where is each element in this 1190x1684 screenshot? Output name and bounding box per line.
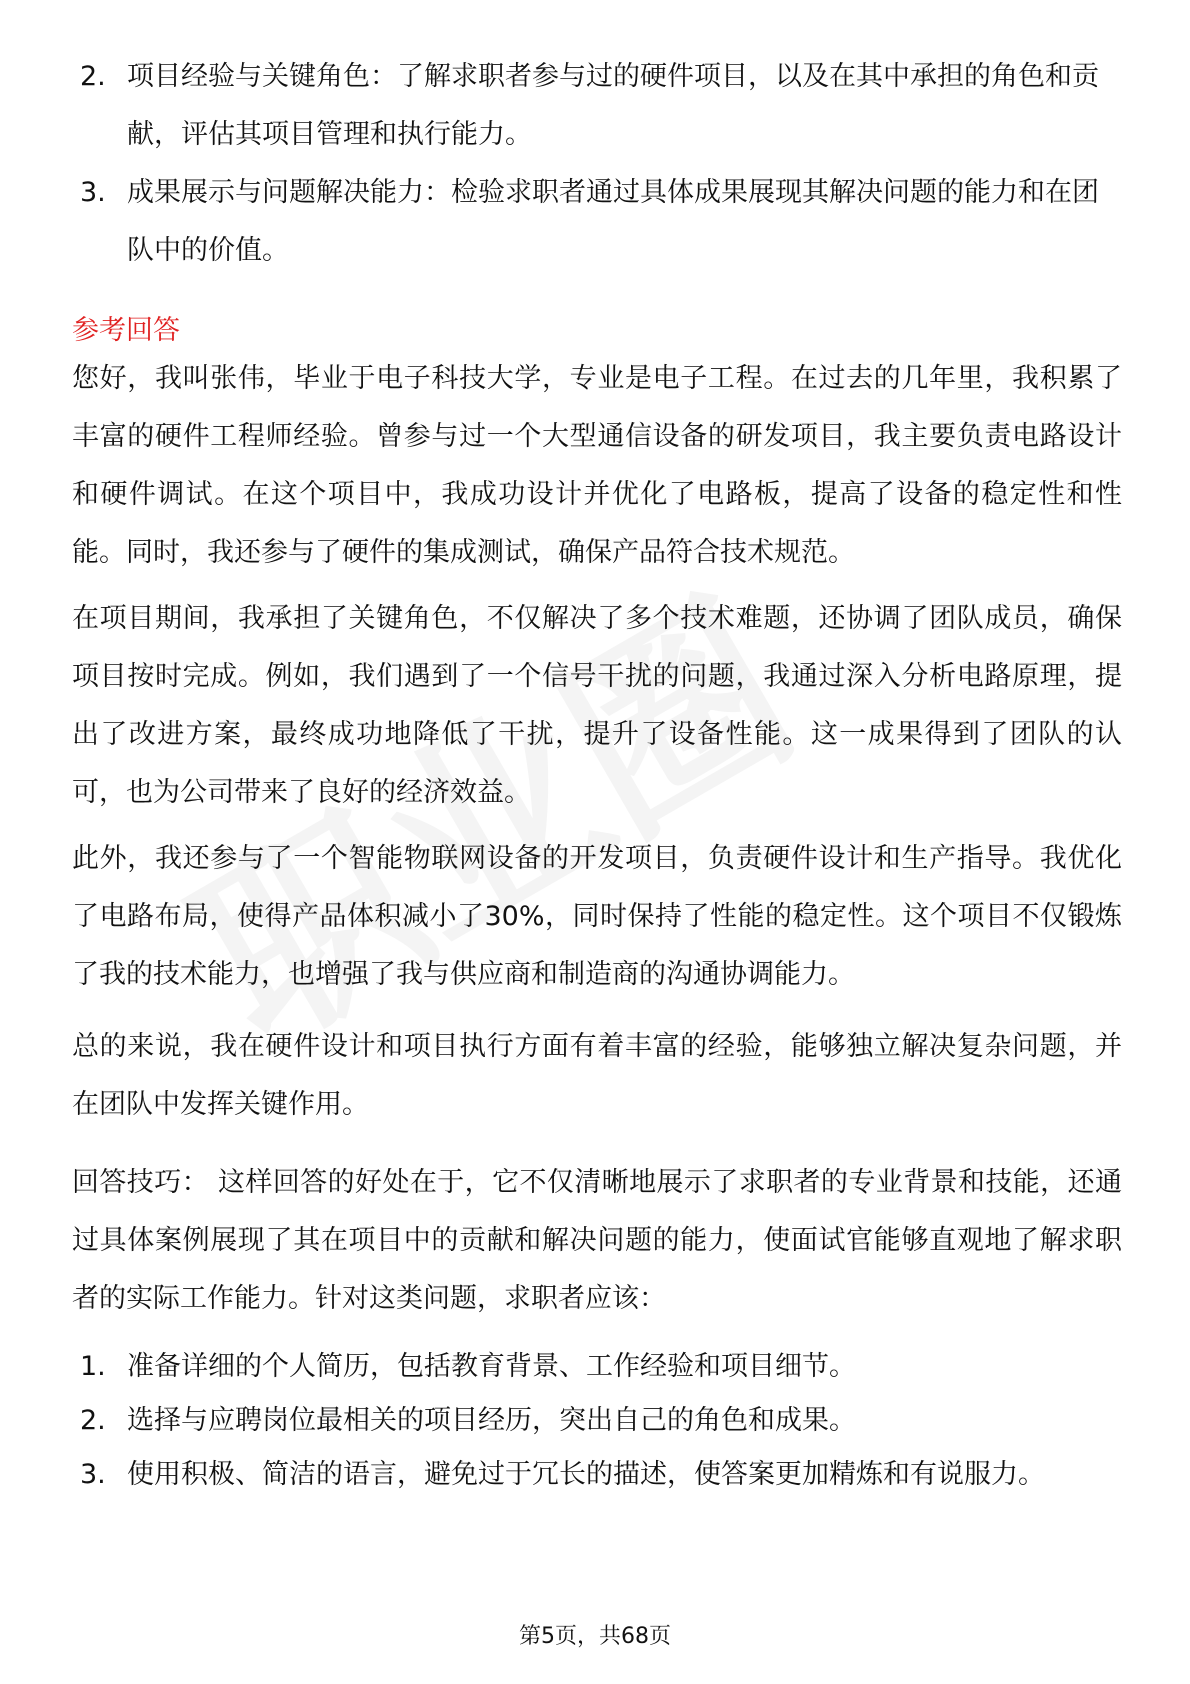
list-text: 项目经验与关键角色：了解求职者参与过的硬件项目，以及在其中承担的角色和贡献，评估其项目管理和执行能力。	[127, 61, 1099, 150]
requirements-list	[80, 48, 1120, 280]
list-item	[80, 1394, 1120, 1448]
list-number: 2.	[80, 1405, 106, 1436]
list-item	[80, 164, 1120, 280]
answer-paragraph-4: 总的来说，我在硬件设计和项目执行方面有着丰富的经验，能够独立解决复杂问题，并在团队中发挥关键作用。	[72, 1031, 1122, 1120]
list-item	[80, 1448, 1120, 1502]
list-text: 成果展示与问题解决能力：检验求职者通过具体成果展现其解决问题的能力和在团队中的价值。	[127, 177, 1099, 266]
list-item	[80, 1340, 1120, 1394]
tips-list	[80, 1340, 1120, 1502]
list-item	[80, 48, 1120, 164]
list-number: 3.	[80, 1459, 106, 1490]
list-number: 2.	[80, 61, 106, 92]
list-number: 3.	[80, 177, 106, 208]
answer-paragraph-2: 在项目期间，我承担了关键角色，不仅解决了多个技术难题，还协调了团队成员，确保项目按时完成。例如，我们遇到了一个信号干扰的问题，我通过深入分析电路原理，提出了改进方案，最终成功地降低了干扰，提升了设备性能。这一成果得到了团队的认可，也为公司带来了良好的经济效益。	[72, 603, 1122, 808]
list-text: 准备详细的个人简历，包括教育背景、工作经验和项目细节。	[127, 1351, 856, 1382]
answer-tips-paragraph: 回答技巧： 这样回答的好处在于，它不仅清晰地展示了求职者的专业背景和技能，还通过具体案例展现了其在项目中的贡献和解决问题的能力，使面试官能够直观地了解求职者的实际工作能力。针对这类问题，求职者应该：	[72, 1167, 1122, 1314]
list-text: 选择与应聘岗位最相关的项目经历，突出自己的角色和成果。	[127, 1405, 856, 1436]
page-footer: 第5页，共68页	[519, 1624, 671, 1649]
list-number: 1.	[80, 1351, 106, 1382]
answer-paragraph-1: 您好，我叫张伟，毕业于电子科技大学，专业是电子工程。在过去的几年里，我积累了丰富的硬件工程师经验。曾参与过一个大型通信设备的研发项目，我主要负责电路设计和硬件调试。在这个项目中，我成功设计并优化了电路板，提高了设备的稳定性和性能。同时，我还参与了硬件的集成测试，确保产品符合技术规范。	[72, 363, 1122, 568]
section-heading: 参考回答	[72, 315, 180, 346]
list-text: 使用积极、简洁的语言，避免过于冗长的描述，使答案更加精炼和有说服力。	[127, 1459, 1045, 1490]
answer-paragraph-3: 此外，我还参与了一个智能物联网设备的开发项目，负责硬件设计和生产指导。我优化了电路布局，使得产品体积减小了30%，同时保持了性能的稳定性。这个项目不仅锻炼了我的技术能力，也增强了我与供应商和制造商的沟通协调能力。	[72, 843, 1122, 990]
